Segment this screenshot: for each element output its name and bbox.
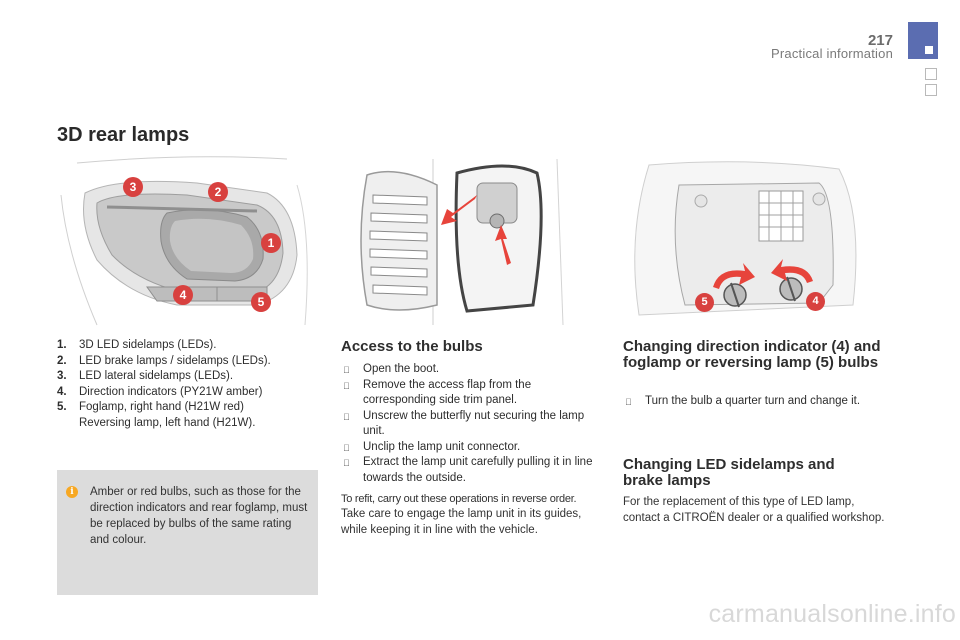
list-item: 4. Direction indicators (PY21W amber) — [57, 385, 263, 398]
led-heading: Changing LED sidelamps and brake lamps — [623, 456, 835, 489]
lamp-list — [57, 338, 327, 431]
indicator-heading: Changing direction indicator (4) and foglamp or reversing lamp (5) bulbs — [623, 338, 881, 371]
list-item: 2. LED brake lamps / sidelamps (LEDs). — [57, 354, 271, 367]
info-icon: i — [66, 486, 78, 498]
list-item: Reversing lamp, left hand (H21W). — [79, 416, 256, 429]
list-item: 1. 3D LED sidelamps (LEDs). — [57, 339, 217, 351]
callout-5: 5 — [251, 292, 271, 312]
engage-text: Take care to engage the lamp unit in its guides, while keeping it in line with the vehicle. — [341, 508, 582, 536]
led-text: For the replacement of this type of LED lamp, contact a CITROËN dealer or a qualified workshop. — [623, 496, 885, 524]
note-box — [57, 470, 318, 595]
callout-4: 4 — [173, 285, 193, 305]
tab-box-2 — [925, 84, 937, 96]
list-item: Turn the bulb a quarter turn and change it. — [645, 395, 861, 407]
list-item: 5. Foglamp, right hand (H21W red) — [57, 401, 244, 413]
callout-3: 3 — [123, 177, 143, 197]
list-item: Unscrew the butterfly nut securing the lamp unit. — [363, 409, 585, 437]
list-item: Open the boot. — [363, 363, 440, 375]
list-item: 3. LED lateral sidelamps (LEDs). — [57, 370, 234, 382]
callout-5: 5 — [695, 293, 714, 312]
bulb-holder-figure — [619, 155, 881, 330]
access-heading: Access to the bulbs — [341, 338, 483, 355]
list-item: Remove the access flap from the corresponding side trim panel. — [363, 378, 532, 406]
indicator-steps — [623, 394, 893, 410]
access-steps — [341, 362, 603, 486]
page-number: 217 — [867, 32, 893, 49]
tab-box-1 — [925, 68, 937, 80]
list-item: Unclip the lamp unit connector. — [363, 440, 521, 453]
callout-4: 4 — [806, 292, 825, 311]
chapter-tab — [908, 22, 938, 59]
section-label: Practical information — [771, 46, 893, 61]
list-item: Extract the lamp unit carefully pulling it in line towards the outside. — [363, 456, 593, 484]
watermark: carmanualsonline.info — [708, 600, 956, 628]
page-title: 3D rear lamps — [57, 124, 190, 146]
callout-2: 2 — [208, 182, 228, 202]
rear-lamp-figure — [57, 155, 318, 330]
note-text: Amber or red bulbs, such as those for the direction indicators and rear foglamp, must be replaced by bulbs of the same rating and colour. — [90, 486, 308, 546]
callout-1: 1 — [261, 233, 281, 253]
tab-marker — [925, 46, 933, 54]
access-flap-figure — [337, 155, 599, 330]
refit-text: To refit, carry out these operations in reverse order. — [341, 493, 577, 505]
